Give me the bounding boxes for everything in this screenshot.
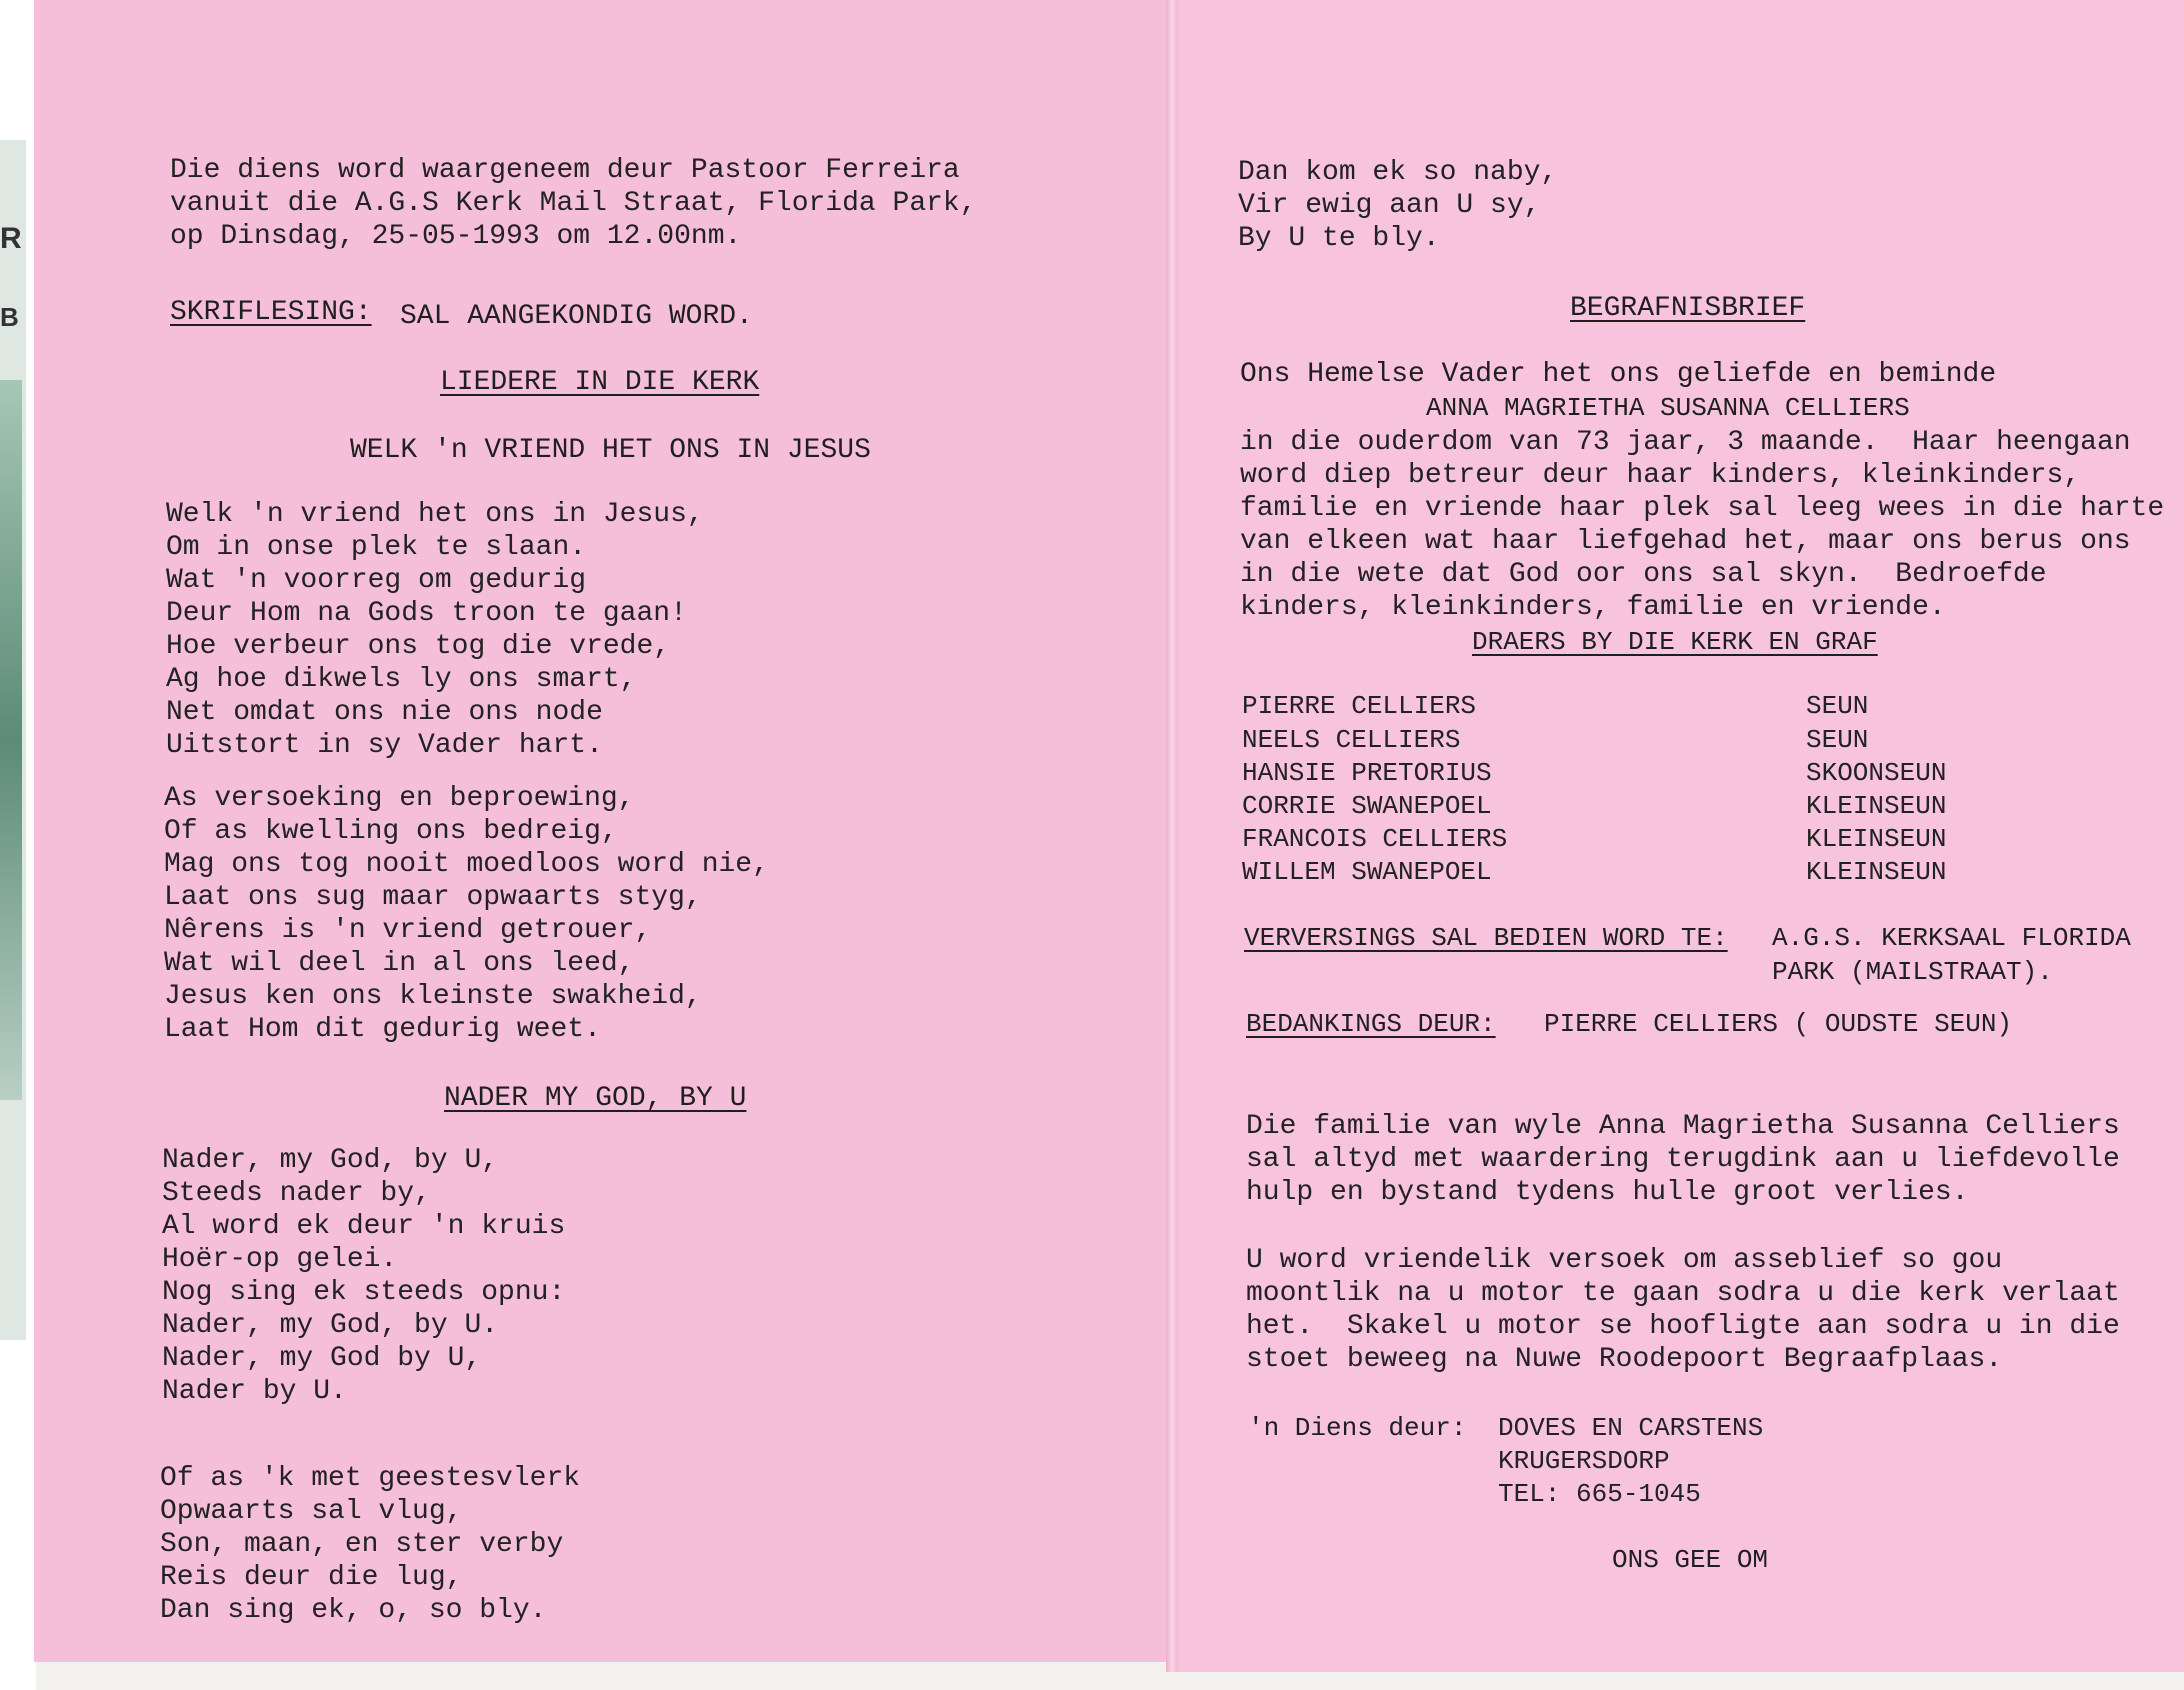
verse-line: By U te bly. bbox=[1238, 223, 1440, 254]
verse-line: Wat 'n voorreg om gedurig bbox=[166, 565, 587, 596]
verse-line: Of as 'k met geestesvlerk bbox=[160, 1463, 581, 1494]
bearer-name: NEELS CELLIERS bbox=[1242, 725, 1461, 755]
page-fold bbox=[1166, 0, 1178, 1672]
intro-line: Die diens word waargeneem deur Pastoor Ferreira bbox=[170, 155, 960, 186]
verse-line: Of as kwelling ons bedreig, bbox=[164, 816, 618, 847]
verse-line: Steeds nader by, bbox=[162, 1178, 431, 1209]
scripture-value: SAL AANGEKONDIG WORD. bbox=[400, 301, 753, 332]
thanks-value: PIERRE CELLIERS ( OUDSTE SEUN) bbox=[1544, 1009, 2013, 1039]
letter-line: word diep betreur deur haar kinders, kleinkinders, bbox=[1240, 460, 2081, 491]
verse-line: Jesus ken ons kleinste swakheid, bbox=[164, 981, 702, 1012]
verse-line: Reis deur die lug, bbox=[160, 1562, 463, 1593]
gratitude-paragraph bbox=[1246, 1110, 2120, 1209]
verse-line: Dan sing ek, o, so bly. bbox=[160, 1595, 547, 1626]
bearer-relation: SKOONSEUN bbox=[1806, 758, 1947, 788]
verse-line: As versoeking en beproewing, bbox=[164, 783, 635, 814]
verse-line: Vir ewig aan U sy, bbox=[1238, 190, 1541, 221]
gratitude-line: hulp en bystand tydens hulle groot verlies. bbox=[1246, 1177, 1969, 1208]
request-line: U word vriendelik versoek om asseblief so gou bbox=[1246, 1245, 2003, 1276]
bearer-name: HANSIE PRETORIUS bbox=[1242, 758, 1492, 788]
edge-letter-b: B bbox=[0, 302, 19, 332]
song1-verse1 bbox=[166, 498, 704, 762]
bearer-relation: SEUN bbox=[1806, 725, 1869, 755]
intro-paragraph bbox=[170, 154, 977, 253]
verse-line: Nog sing ek steeds opnu: bbox=[162, 1277, 566, 1308]
verse-line: Laat ons sug maar opwaarts styg, bbox=[164, 882, 702, 913]
song2-verse2 bbox=[160, 1462, 580, 1627]
bearer-relation: KLEINSEUN bbox=[1806, 791, 1947, 821]
letter-body bbox=[1240, 426, 2164, 624]
bearer-relation: SEUN bbox=[1806, 691, 1869, 721]
verse-line: Uitstort in sy Vader hart. bbox=[166, 730, 603, 761]
letter-line: in die ouderdom van 73 jaar, 3 maande. Haar heengaan bbox=[1240, 427, 2131, 458]
verse-line: Nader, my God by U, bbox=[162, 1343, 482, 1374]
gratitude-line: Die familie van wyle Anna Magrietha Susanna Celliers bbox=[1246, 1111, 2120, 1142]
verse-line: Nêrens is 'n vriend getrouer, bbox=[164, 915, 652, 946]
bearer-name: FRANCOIS CELLIERS bbox=[1242, 824, 1508, 854]
bearer-relation: KLEINSEUN bbox=[1806, 824, 1947, 854]
songs-heading: LIEDERE IN DIE KERK bbox=[440, 367, 760, 398]
verse-line: Om in onse plek te slaan. bbox=[166, 532, 587, 563]
verse-line: Welk 'n vriend het ons in Jesus, bbox=[166, 499, 704, 530]
letter-line: in die wete dat God oor ons sal skyn. Bedroefde bbox=[1240, 559, 2047, 590]
background-photo-strip bbox=[0, 380, 22, 1100]
letter-line: familie en vriende haar plek sal leeg wees in die harte bbox=[1240, 493, 2165, 524]
refreshments-label: VERVERSINGS SAL BEDIEN WORD TE: bbox=[1244, 923, 1728, 953]
funeral-director bbox=[1498, 1412, 1763, 1511]
song2-title: NADER MY GOD, BY U bbox=[444, 1083, 747, 1114]
intro-line: op Dinsdag, 25-05-1993 om 12.00nm. bbox=[170, 221, 742, 252]
request-line: moontlik na u motor te gaan sodra u die kerk verlaat bbox=[1246, 1278, 2120, 1309]
verse-line: Ag hoe dikwels ly ons smart, bbox=[166, 664, 637, 695]
verse-line: Wat wil deel in al ons leed, bbox=[164, 948, 635, 979]
verse-line: Mag ons tog nooit moedloos word nie, bbox=[164, 849, 769, 880]
gratitude-line: sal altyd met waardering terugdink aan u liefdevolle bbox=[1246, 1144, 2120, 1175]
service-line: TEL: 665-1045 bbox=[1498, 1479, 1701, 1509]
song2-continuation bbox=[1238, 156, 1557, 255]
verse-line: Laat Hom dit gedurig weet. bbox=[164, 1014, 601, 1045]
song2-verse1 bbox=[162, 1144, 565, 1408]
verse-line: Hoe verbeur ons tog die vrede, bbox=[166, 631, 671, 662]
request-line: stoet beweeg na Nuwe Roodepoort Begraafplaas. bbox=[1246, 1344, 2003, 1375]
verse-line: Al word ek deur 'n kruis bbox=[162, 1211, 566, 1242]
bearers-heading: DRAERS BY DIE KERK EN GRAF bbox=[1472, 627, 1878, 657]
bearer-name: WILLEM SWANEPOEL bbox=[1242, 857, 1492, 887]
verse-line: Deur Hom na Gods troon te gaan! bbox=[166, 598, 687, 629]
letter-intro-line: Ons Hemelse Vader het ons geliefde en beminde bbox=[1240, 359, 1997, 390]
request-line: het. Skakel u motor se hoofligte aan sodra u in die bbox=[1246, 1311, 2120, 1342]
verse-line: Nader, my God, by U. bbox=[162, 1310, 499, 1341]
verse-line: Son, maan, en ster verby bbox=[160, 1529, 564, 1560]
scripture-label: SKRIFLESING: bbox=[170, 297, 372, 328]
verse-line: Nader, my God, by U, bbox=[162, 1145, 499, 1176]
refreshments-venue: A.G.S. KERKSAAL FLORIDA bbox=[1772, 923, 2131, 953]
service-line: DOVES EN CARSTENS bbox=[1498, 1413, 1764, 1443]
letter-line: van elkeen wat haar liefgehad het, maar ons berus ons bbox=[1240, 526, 2131, 557]
motto: ONS GEE OM bbox=[1612, 1545, 1769, 1575]
verse-line: Opwaarts sal vlug, bbox=[160, 1496, 463, 1527]
bearer-name: CORRIE SWANEPOEL bbox=[1242, 791, 1492, 821]
intro-line: vanuit die A.G.S Kerk Mail Straat, Florida Park, bbox=[170, 188, 977, 219]
song1-title: WELK 'n VRIEND HET ONS IN JESUS bbox=[350, 435, 871, 466]
verse-line: Net omdat ons nie ons node bbox=[166, 697, 603, 728]
verse-line: Dan kom ek so naby, bbox=[1238, 157, 1558, 188]
thanks-label: BEDANKINGS DEUR: bbox=[1246, 1009, 1496, 1039]
service-label: 'n Diens deur: bbox=[1248, 1413, 1467, 1443]
request-paragraph bbox=[1246, 1244, 2120, 1376]
bearer-name: PIERRE CELLIERS bbox=[1242, 691, 1477, 721]
bearer-relation: KLEINSEUN bbox=[1806, 857, 1947, 887]
letter-line: kinders, kleinkinders, familie en vriende. bbox=[1240, 592, 1946, 623]
refreshments-venue-2: PARK (MAILSTRAAT). bbox=[1772, 957, 2053, 987]
verse-line: Hoër-op gelei. bbox=[162, 1244, 398, 1275]
deceased-name: ANNA MAGRIETHA SUSANNA CELLIERS bbox=[1426, 393, 1910, 423]
service-line: KRUGERSDORP bbox=[1498, 1446, 1670, 1476]
song1-verse2 bbox=[164, 782, 769, 1046]
verse-line: Nader by U. bbox=[162, 1376, 347, 1407]
edge-letter-r: R bbox=[0, 222, 22, 255]
letter-heading: BEGRAFNISBRIEF bbox=[1570, 293, 1806, 324]
